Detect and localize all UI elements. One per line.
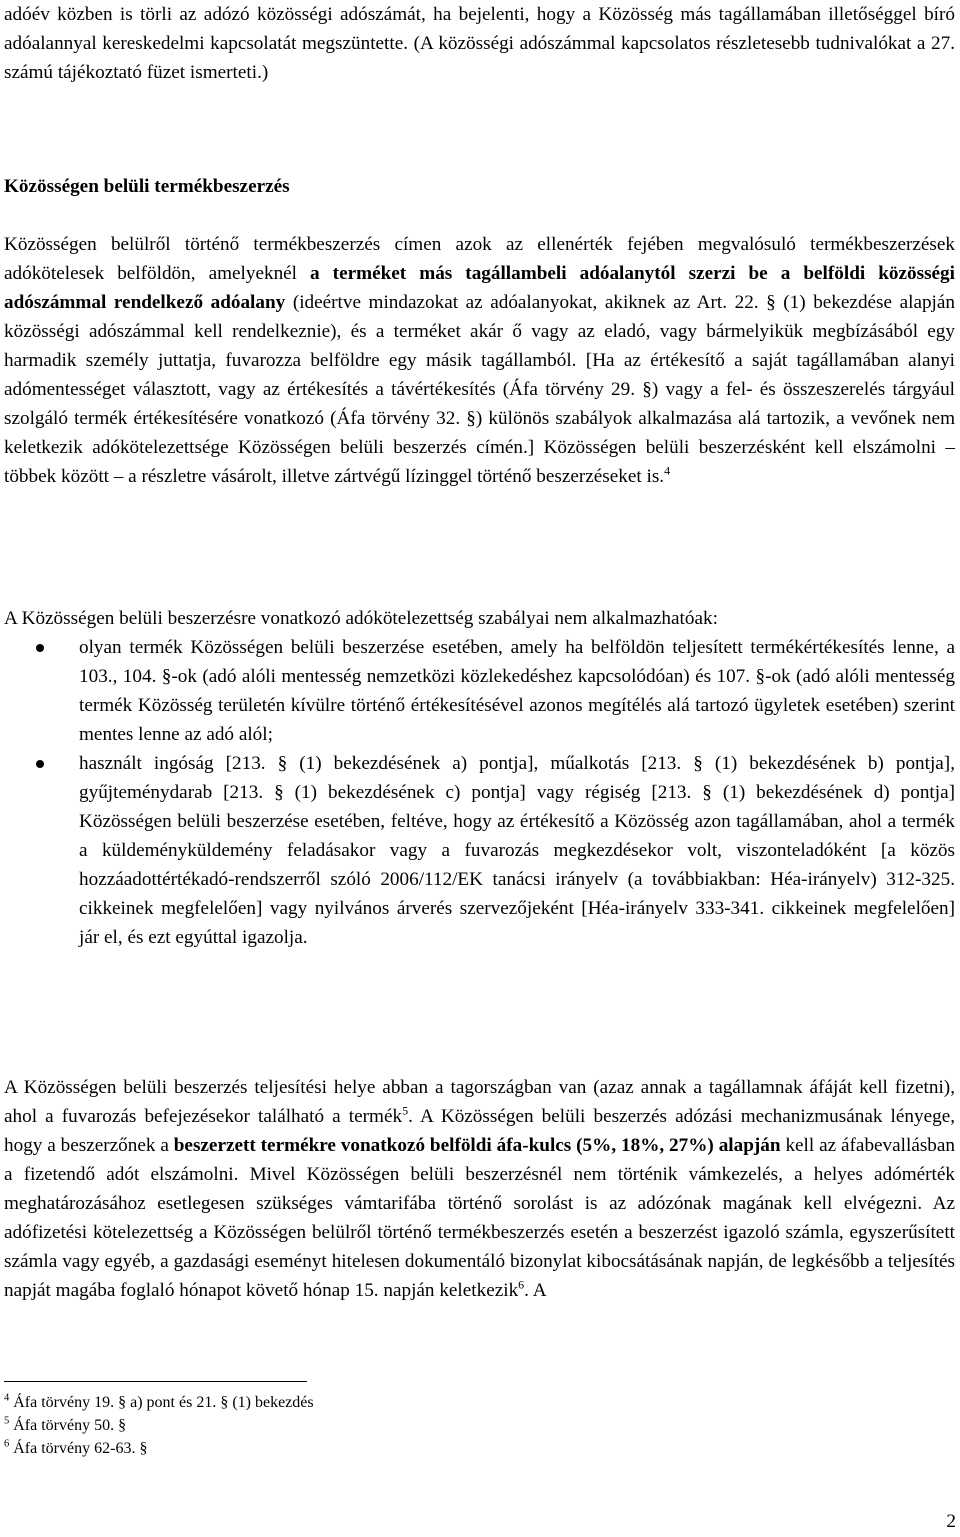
footnote bbox=[4, 1391, 314, 1414]
p1-text-1: Közösségen belülről történő termékbeszerzés címen azok az ellenérték fejében megvalósuló termékbeszerzések adókötelesek belföldön, amelyeknél bbox=[4, 234, 955, 284]
bullet-icon bbox=[36, 760, 44, 768]
footnote-ref-5[interactable]: 5 bbox=[402, 1103, 409, 1118]
footnote-text: Áfa törvény 19. § a) pont és 21. § (1) bekezdés bbox=[13, 1394, 314, 1411]
paragraph-place-of-supply bbox=[4, 1073, 955, 1305]
intro-paragraph: adóév közben is törli az adózó közösségi adószámát, ha bejelenti, hogy a Közösség más tagállamában illetőséggel bíró adóalannyal kereskedelmi kapcsolatát megszüntette. (A közösségi adószámmal kapcsolatos részletesebb tudnivalókat a 27. számú tájékoztató füzet ismerteti.) bbox=[4, 4, 955, 83]
p3-text-3: kell az áfabevallásban a fizetendő adót elszámolni. Mivel Közösségen belüli beszerzésnél nem történik vámkezelés, a helyes adómérték meghatározásához esetlegesen szükséges vámtarifába történő sorolást is az adózónak magának kell elvégezni. Az adófizetési kötelezettség a Közösségen belülről történő termékbeszerzés esetén a beszerzést igazoló számla, egyszerűsített számla vagy egyéb, a gazdasági eseményt hitelesen dokumentáló bizonylat kibocsátásának napján, de legkésőbb a teljesítés napját magába foglaló hónapot követő hónap 15. napján keletkezik bbox=[4, 1135, 956, 1301]
p3-text-4: . A bbox=[524, 1280, 547, 1301]
list-item-text: olyan termék Közösségen belüli beszerzése esetében, amely ha belföldön teljesített termékértékesítés lenne, a 103., 104. §-ok (adó alóli mentesség nemzetközi közlekedéshez kapcsolódóan) és 107. §-ok (adó alóli mentesség termék Közösség területén kívülre történő értékesítésével azonos megítélés alá tartozó ügyletek esetében) szerint mentes lenne az adó alól; bbox=[79, 637, 955, 745]
p3-bold-1: beszerzett termékre vonatkozó belföldi áfa-kulcs (5%, 18%, 27%) alapján bbox=[173, 1135, 781, 1156]
p1-text-2: (ideértve mindazokat az adóalanyokat, akiknek az Art. 22. § (1) bekezdése alapján közösségi adószámmal kell rendelkeznie), és a terméket akár ő vagy az eladó, vagy bármelyikük megbízásából egy harmadik személy juttatja, fuvarozza belföldre egy másik tagállamból. [Ha az értékesítő a saját tagállamában alanyi adómentességet választott, vagy az értékesítés a távértékesítés (Áfa törvény 29. §) vagy a fel- és összeszerelés tárgyául szolgáló termék értékesítésére vonatkozó (Áfa törvény 32. §) különös szabályok alkalmazása alá tartozik, a vevőnek nem keletkezik adókötelezettsége Közösségen belüli beszerzés címén.] Közösségen belüli beszerzésként kell elszámolni – többek között – a részletre vásárolt, illetve zártvégű lízinggel történő beszerzéseket is. bbox=[4, 292, 955, 487]
page-number: 2 bbox=[946, 1511, 956, 1532]
footnote-text: Áfa törvény 62-63. § bbox=[13, 1440, 148, 1457]
footnote-ref-4[interactable]: 4 bbox=[664, 463, 671, 478]
footnote bbox=[4, 1437, 314, 1460]
footnote-number: 6 bbox=[4, 1438, 10, 1450]
footnote bbox=[4, 1414, 314, 1437]
p3-text-2: . A Közösségen belüli beszerzés adózási mechanizmusának lényege, hogy a beszerzőnek a bbox=[4, 1106, 956, 1156]
footnote-ref-6[interactable]: 6 bbox=[518, 1277, 525, 1292]
paragraph-exceptions-intro: A Közösségen belüli beszerzésre vonatkozó adókötelezettség szabályai nem alkalmazhatóak: bbox=[4, 608, 718, 629]
p3-text-1: A Közösségen belüli beszerzés teljesítési helye abban a tagországban van (azaz annak a tagállamnak áfáját kell fizetni), ahol a fuvarozás befejezésekor található a termék bbox=[4, 1077, 955, 1127]
document-page bbox=[4, 0, 956, 1457]
list-item bbox=[4, 633, 955, 749]
section-heading: Közösségen belüli termékbeszerzés bbox=[4, 176, 290, 197]
paragraph-definition bbox=[4, 230, 955, 491]
footnote-number: 5 bbox=[4, 1415, 10, 1427]
footnote-text: Áfa törvény 50. § bbox=[13, 1417, 127, 1434]
list-item bbox=[4, 749, 955, 952]
p1-bold-1: a terméket más tagállambeli adóalanytól szerzi be a belföldi közösségi adószámmal rendelkező adóalany bbox=[4, 263, 955, 313]
footnote-separator bbox=[4, 1381, 307, 1382]
exceptions-list bbox=[4, 633, 955, 952]
footnotes bbox=[4, 1391, 314, 1460]
list-item-text: használt ingóság [213. § (1) bekezdésének a) pontja], műalkotás [213. § (1) bekezdésének b) pontja], gyűjteménydarab [213. § (1) bekezdésének c) pontja] vagy régiség [213. § (1) bekezdésének d) pontja] Közösségen belüli beszerzése esetében, feltéve, hogy az értékesítő a Közösség azon tagállamában, ahol a termék a küldeményküldemény feladásakor vagy a fuvarozás megkezdésekor volt, viszonteladóként [a közös hozzáadottértékadó-rendszerről szóló 2006/112/EK tanácsi irányelv (a továbbiakban: Héa-irányelv) 312-325. cikkeinek megfelelően] vagy nyilvános árverés szervezőjeként [Héa-irányelv 333-341. cikkeinek megfelelően] jár el, és ezt egyúttal igazolja. bbox=[79, 753, 955, 948]
bullet-icon bbox=[36, 644, 44, 652]
footnote-number: 4 bbox=[4, 1392, 10, 1404]
